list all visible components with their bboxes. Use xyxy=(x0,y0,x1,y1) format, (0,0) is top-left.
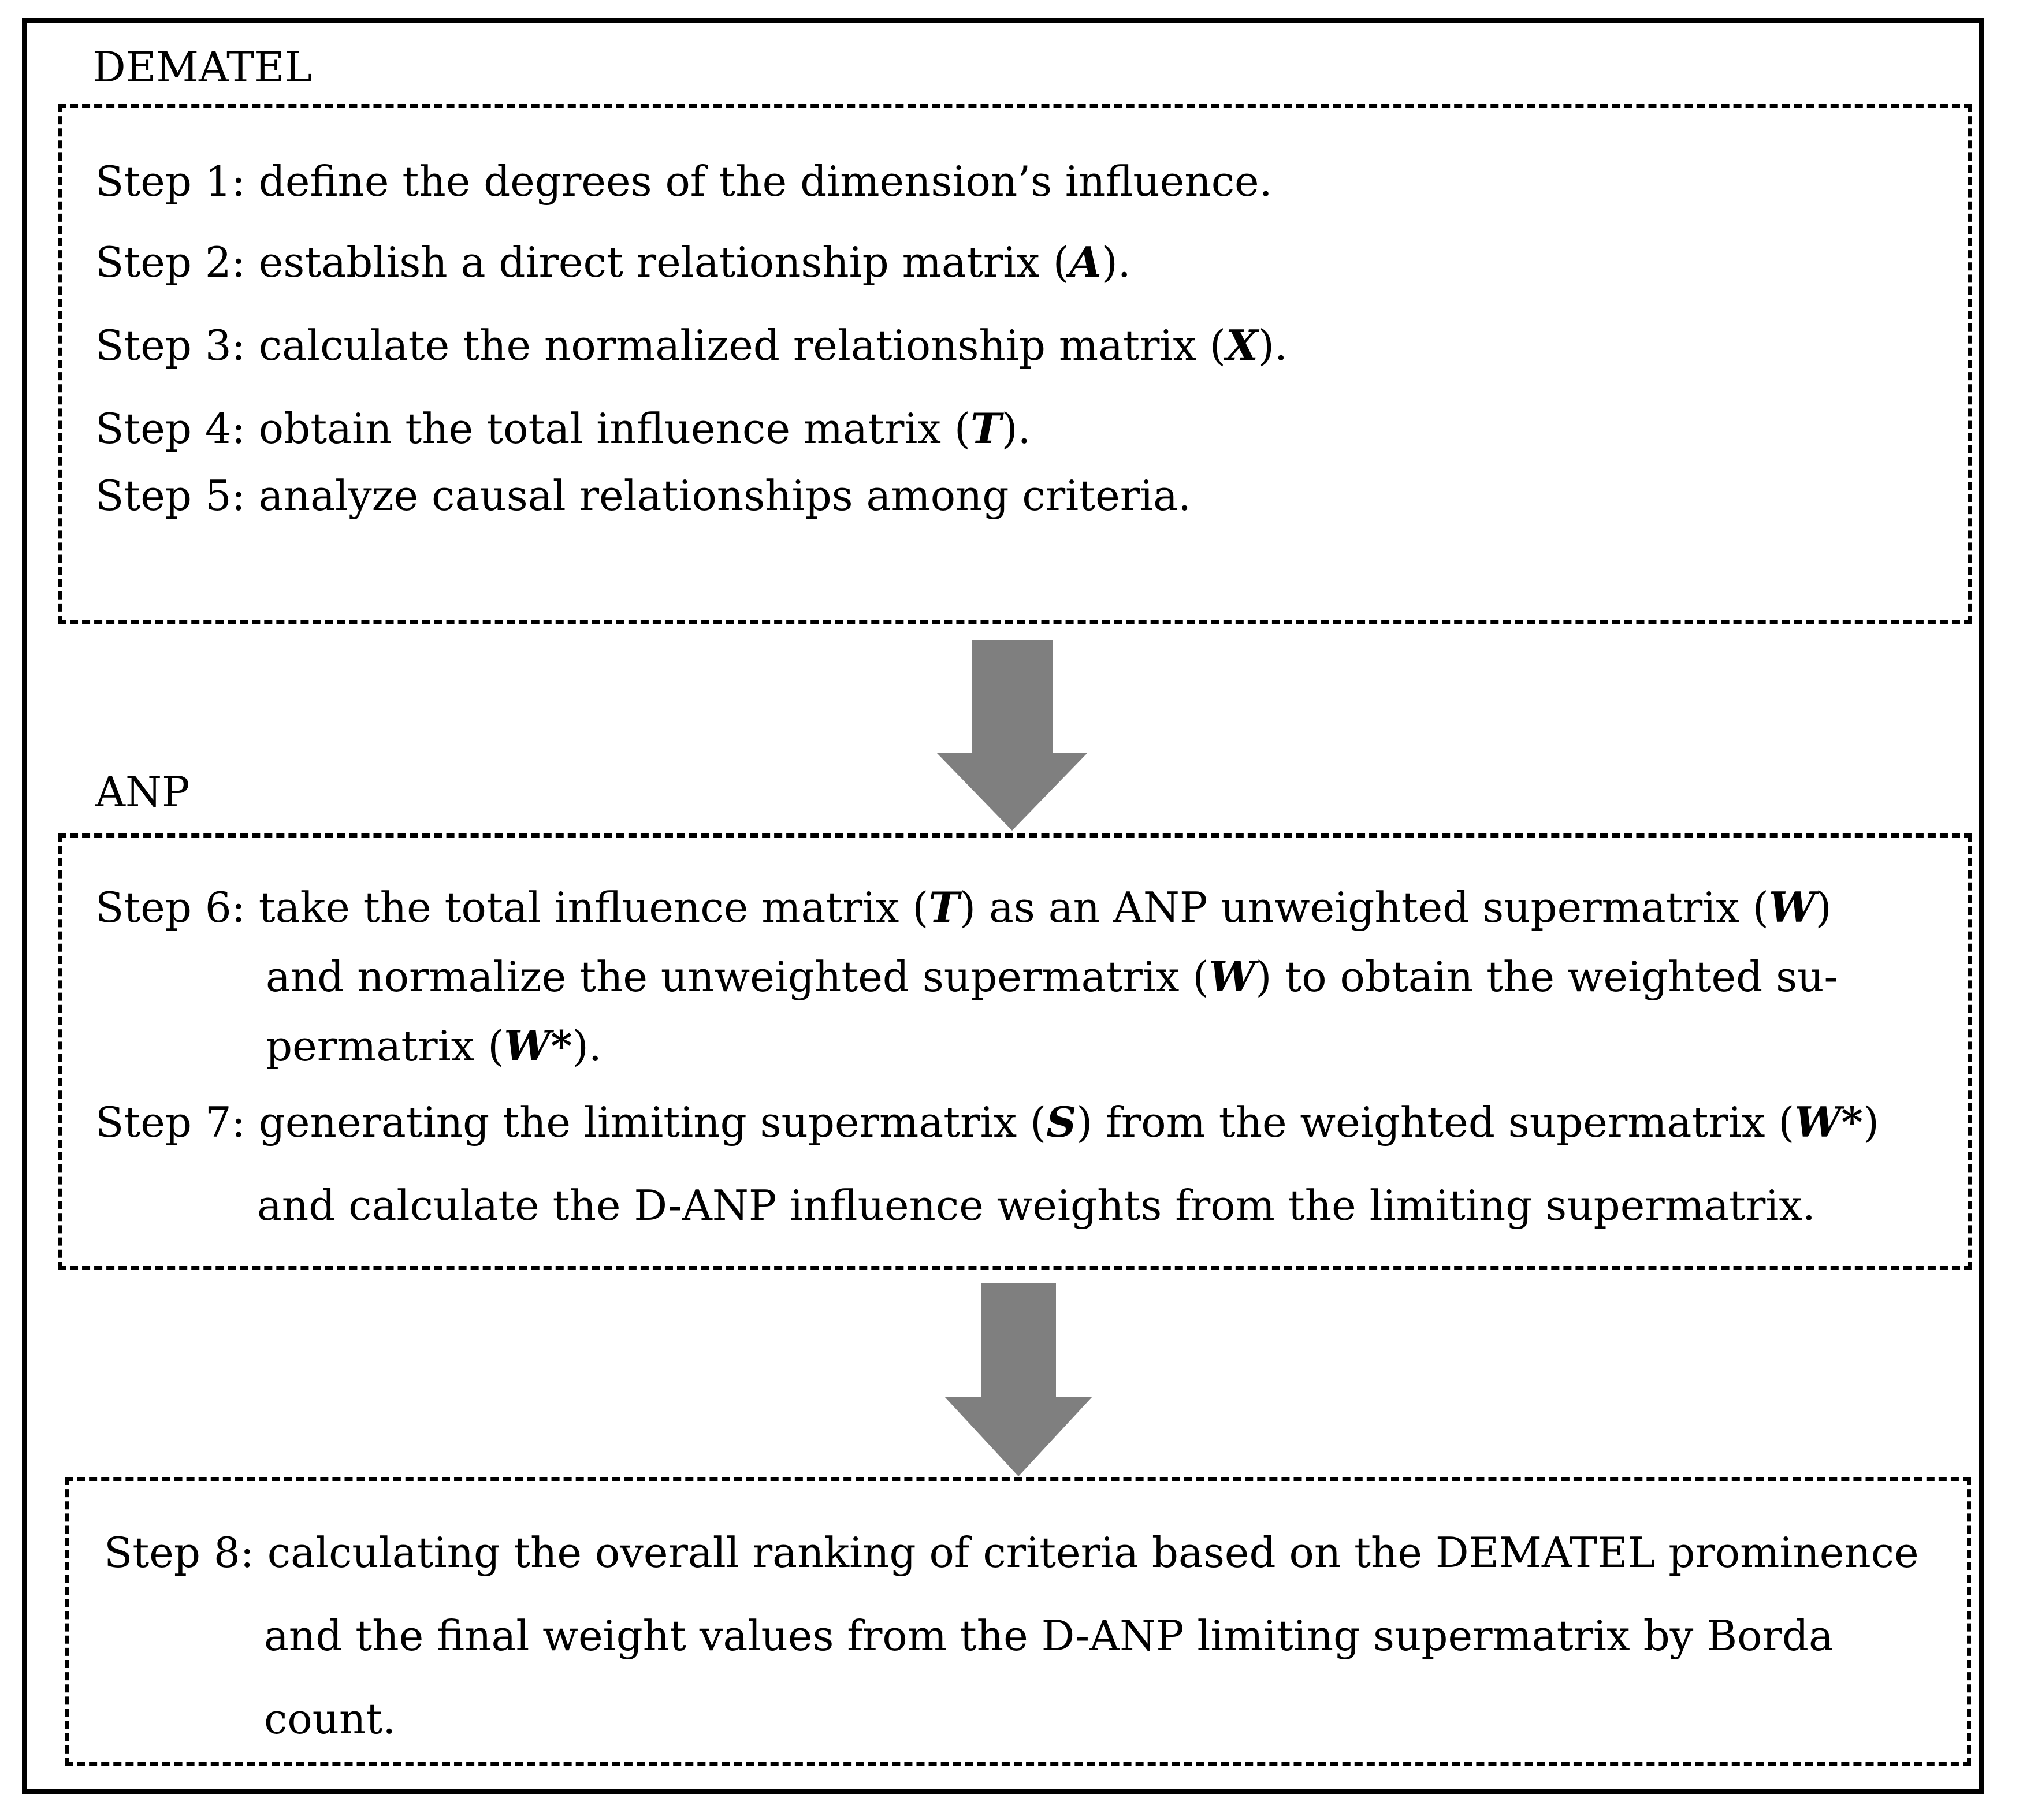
step-3: Step 3: calculate the normalized relationship matrix (X). xyxy=(95,321,1288,370)
step-7-line-1: Step 7: generating the limiting supermatrix (S) from the weighted supermatrix (W*) xyxy=(95,1097,1880,1147)
symbol-x: X xyxy=(1226,321,1258,370)
step-2: Step 2: establish a direct relationship matrix (A). xyxy=(95,237,1131,286)
step-5: Step 5: analyze causal relationships among criteria. xyxy=(95,471,1191,520)
step-8-line-1: Step 8: calculating the overall ranking of criteria based on the DEMATEL prominence xyxy=(104,1528,1919,1577)
step-6-line-1: Step 6: take the total influence matrix (T) as an ANP unweighted supermatrix (W) xyxy=(95,883,1832,932)
step-7-line-2: and calculate the D-ANP influence weights from the limiting supermatrix. xyxy=(257,1181,1816,1230)
symbol-t: T xyxy=(970,404,1002,453)
step-1: Step 1: define the degrees of the dimension’s influence. xyxy=(95,157,1273,206)
step-6-line-3: permatrix (W*). xyxy=(266,1021,602,1070)
step-4: Step 4: obtain the total influence matrix (T). xyxy=(95,404,1031,453)
down-arrow-icon xyxy=(931,640,1093,832)
symbol-a: A xyxy=(1069,237,1102,286)
anp-title: ANP xyxy=(95,768,190,816)
dematel-title: DEMATEL xyxy=(92,43,313,91)
step-6-line-2: and normalize the unweighted supermatrix (W) to obtain the weighted su- xyxy=(266,952,1838,1001)
step-8-line-3: count. xyxy=(264,1695,396,1743)
step-8-line-2: and the final weight values from the D-ANP limiting supermatrix by Borda xyxy=(264,1611,1834,1660)
down-arrow-icon xyxy=(938,1283,1099,1477)
